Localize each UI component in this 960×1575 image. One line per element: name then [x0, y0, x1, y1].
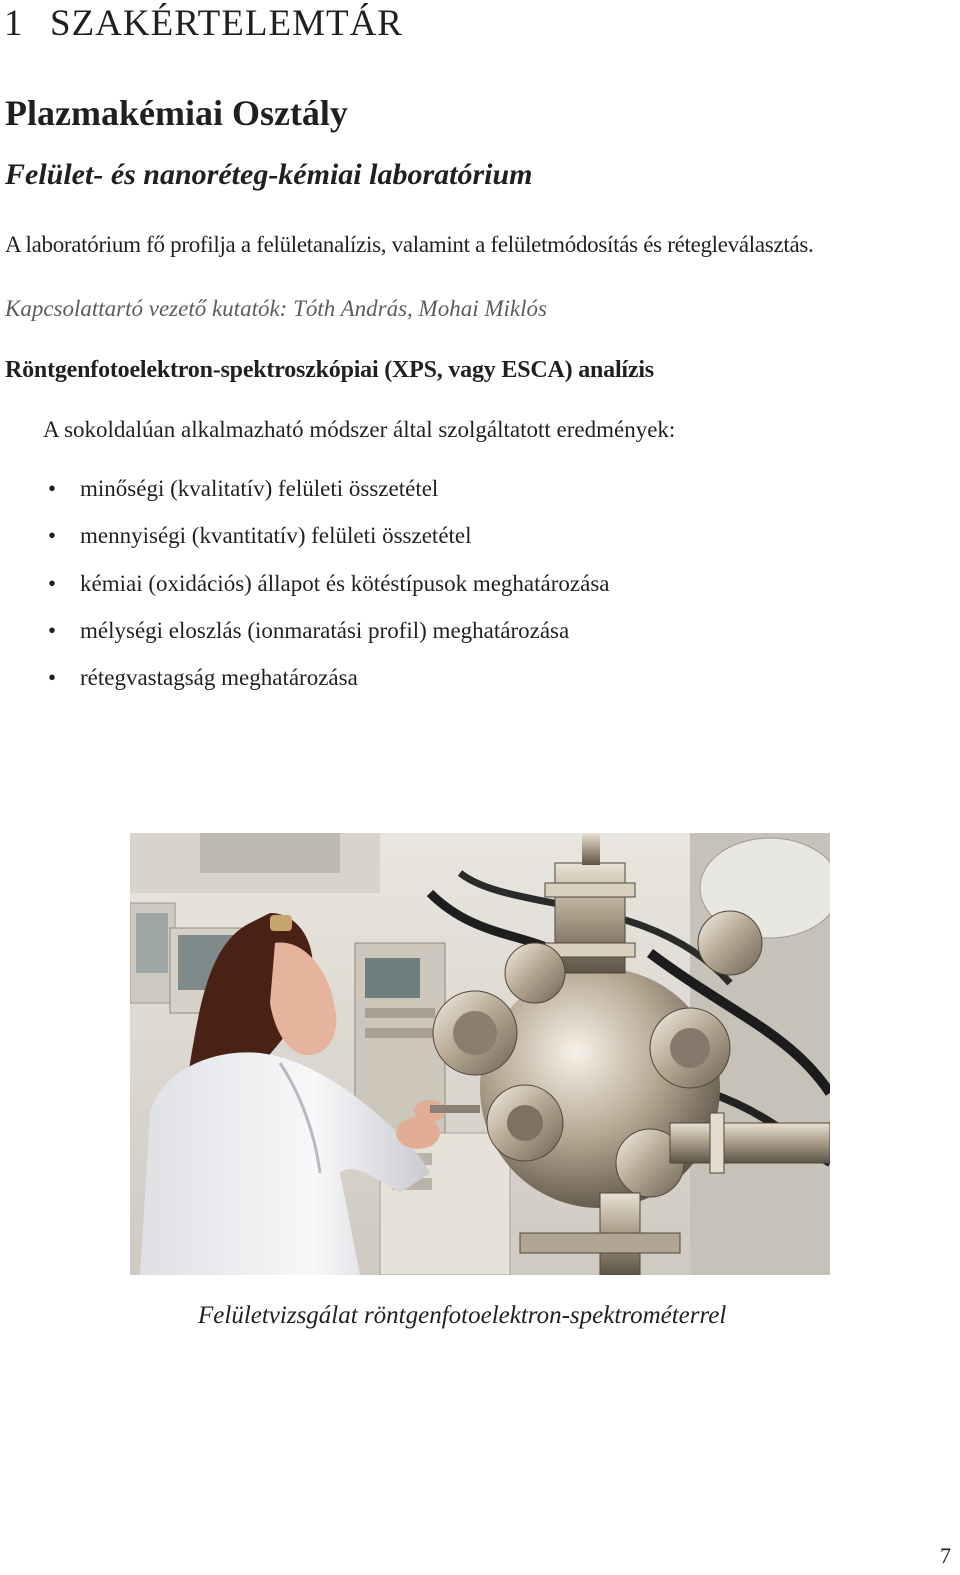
chapter-title: SZAKÉRTELEMTÁR [50, 3, 403, 44]
department-heading: Plazmakémiai Osztály [5, 93, 348, 133]
chapter-heading [4, 2, 403, 45]
bullet-icon: • [48, 617, 57, 643]
contact-researchers: Kapcsolattartó vezető kutatók: Tóth András, Mohai Miklós [5, 296, 547, 321]
chapter-number: 1 [4, 3, 24, 44]
bullet-icon: • [48, 476, 57, 501]
method-intro: A sokoldalúan alkalmazható módszer által szolgáltatott eredmények: [43, 417, 676, 442]
page-number: 7 [940, 1543, 951, 1568]
photo-caption: Felületvizsgálat röntgenfotoelektron-spektrométerrel [198, 1302, 727, 1329]
lab-photo [130, 833, 830, 1275]
method-heading: Röntgenfotoelektron-spektroszkópiai (XPS, vagy ESCA) analízis [5, 357, 654, 383]
xps-spectrometer-illustration [130, 833, 830, 1275]
laboratory-heading: Felület- és nanoréteg-kémiai laboratórium [5, 158, 533, 191]
profile-paragraph: A laboratórium fő profilja a felületanalízis, valamint a felületmódosítás és rétegleválasztás. [5, 232, 814, 257]
bullet-icon: • [48, 665, 57, 691]
bullet-icon: • [48, 570, 57, 596]
bullet-icon: • [48, 523, 57, 549]
